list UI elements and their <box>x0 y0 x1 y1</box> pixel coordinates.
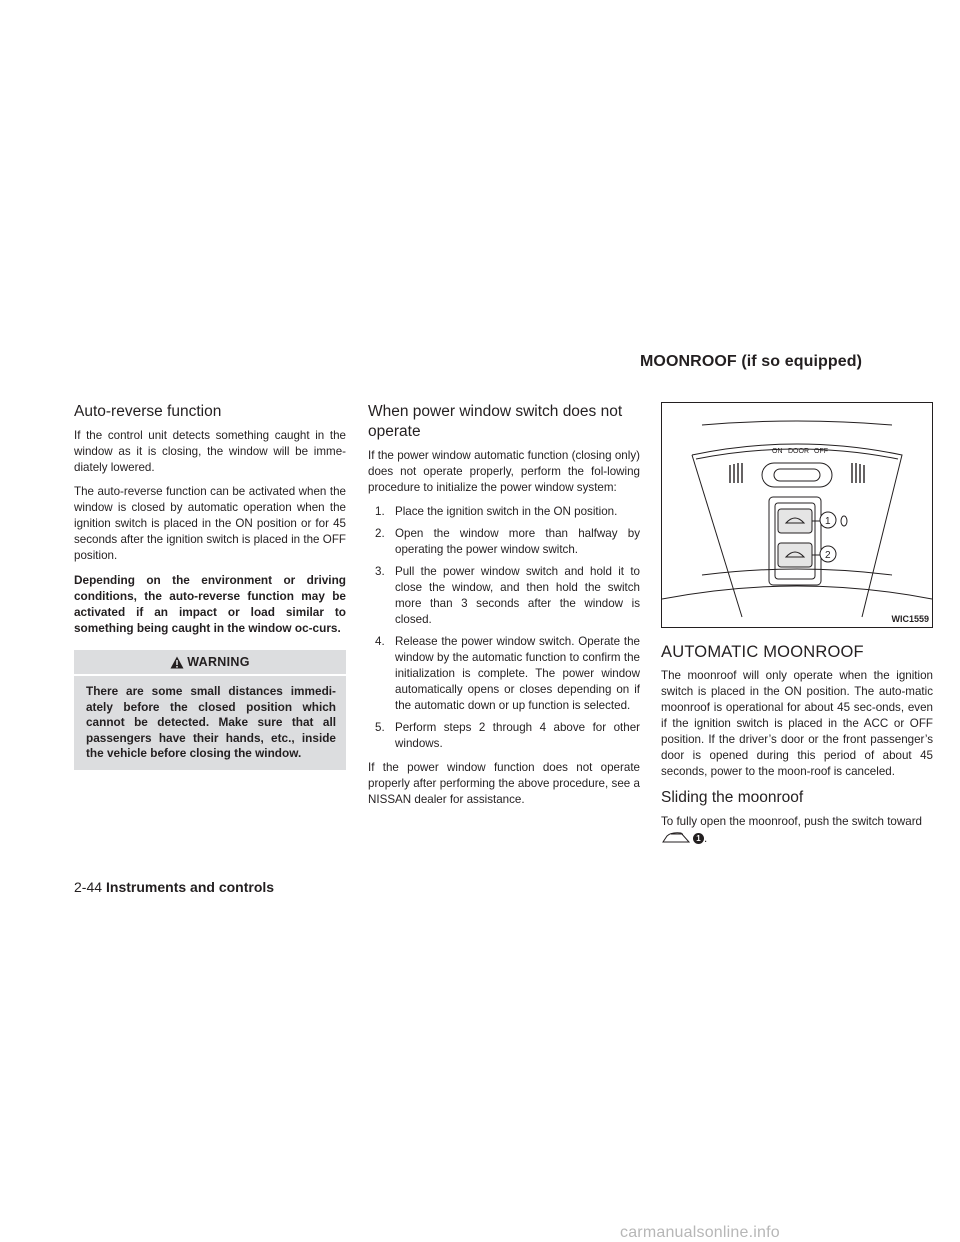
moonroof-switch-figure <box>661 402 933 628</box>
automatic-moonroof-paragraph: The moonroof will only operate when the ignition switch is placed in the ON position. The auto-matic moonroof is operational for about 45 sec-onds, even if the ignition switch is placed in the ACC or OFF position. If the driver’s door or the front passenger’s door is opened during this period of about 45 seconds, power to the moon-roof is canceled. <box>661 669 933 778</box>
section-title: Instruments and controls <box>106 879 275 895</box>
warning-text: There are some small distances immedi-ately before the closed position which cannot be detected. Make sure that all passengers have their hands, etc., inside the vehicle before closing the window. <box>86 684 336 760</box>
auto-reverse-paragraph-2: The auto-reverse function can be activated when the window is closed by automatic operation when the ignition switch is placed in the ON position or for 45 seconds after the ignition switch is placed in the OFF position. <box>74 485 346 562</box>
watermark: carmanualsonline.info <box>620 1224 780 1241</box>
auto-reverse-heading: Auto-reverse function <box>74 403 222 420</box>
figure-code: WIC1559 <box>891 614 929 624</box>
warning-title: WARNING <box>187 655 250 669</box>
list-item: 4. Release the power window switch. Operate the window by the automatic function to confirm the initialization is complete. The power window automatically opens or closes depending on if the automatic down or up function is selected. <box>375 635 640 712</box>
warning-header <box>74 650 346 676</box>
list-item: 1. Place the ignition switch in the ON position. <box>375 505 618 518</box>
page-footer <box>74 879 274 895</box>
power-window-closing: If the power window function does not operate properly after performing the above procedure, see a NISSAN dealer for assistance. <box>368 761 640 806</box>
procedure-steps <box>368 504 640 752</box>
auto-reverse-paragraph-1: If the control unit detects something caught in the window as it is closing, the window will be imme-diately lowered. <box>74 429 346 474</box>
label-door: DOOR <box>788 448 809 455</box>
automatic-moonroof-heading: AUTOMATIC MOONROOF <box>661 643 864 661</box>
list-item: 3. Pull the power window switch and hold it to close the window, and then hold the switch more than 3 seconds after the window is closed. <box>375 565 640 626</box>
power-window-intro: If the power window automatic function (closing only) does not operate properly, perform the fol-lowing procedure to initialize the power window system: <box>368 449 640 494</box>
power-window-heading: When power window switch does not operate <box>368 403 623 440</box>
sliding-moonroof-paragraph: To fully open the moonroof, push the switch toward 1 . <box>661 815 923 845</box>
label-on: ON <box>772 448 783 455</box>
callout-2: 2 <box>825 550 831 561</box>
label-off: OFF <box>814 448 828 455</box>
sliding-moonroof-heading: Sliding the moonroof <box>661 789 804 806</box>
column-middle <box>368 402 640 816</box>
callout-1: 1 <box>825 516 831 527</box>
column-left <box>74 402 346 770</box>
list-item: 5. Perform steps 2 through 4 above for other windows. <box>375 721 640 750</box>
page-number: 2-44 <box>74 879 103 895</box>
chapter-heading: MOONROOF (if so equipped) <box>640 353 863 370</box>
column-right <box>661 402 933 855</box>
list-item: 2. Open the window more than halfway by operating the power window switch. <box>375 527 640 556</box>
overhead-console-illustration <box>662 403 932 627</box>
auto-reverse-paragraph-3: Depending on the environment or driving conditions, the auto-reverse function may be activated if an impact or load similar to something being caught in the window oc-curs. <box>74 573 346 635</box>
warning-triangle-icon <box>170 655 187 669</box>
callout-ref-1: 1 <box>693 833 704 844</box>
warning-box <box>74 650 346 770</box>
tilt-slide-icon <box>661 832 693 845</box>
